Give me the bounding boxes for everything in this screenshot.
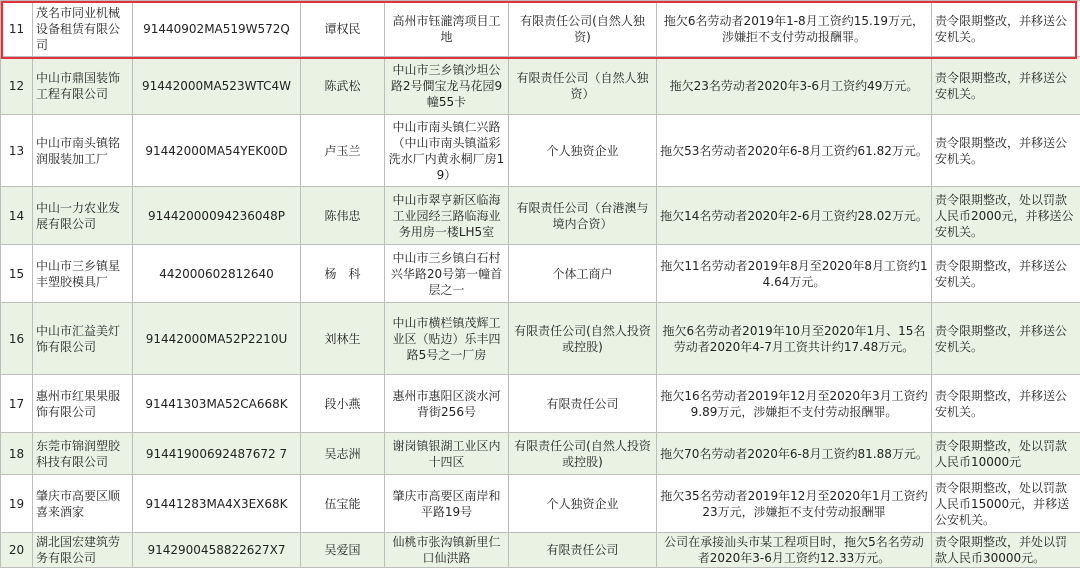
company-name-cell: 中山市汇益美灯饰有限公司 (33, 303, 133, 375)
table-row (1, 57, 1080, 115)
credit-code-cell: 91441283MA4X3EX68K (133, 475, 301, 533)
table-row (1, 375, 1080, 433)
address-cell: 谢岗镇银湖工业区内十四区 (385, 433, 509, 475)
table-row (1, 433, 1080, 475)
address-cell: 仙桃市张沟镇新里仁口仙洪路 (385, 533, 509, 568)
table-row (1, 475, 1080, 533)
credit-code-cell: 91441303MA52CA668K (133, 375, 301, 433)
violation-fact-cell: 拖欠6名劳动者2019年10月至2020年1月、15名劳动者2020年4-7月工资共计约17.48万元。 (657, 303, 932, 375)
legal-representative-cell: 杨 科 (301, 245, 385, 303)
company-name-cell: 中山一力农业发展有限公司 (33, 187, 133, 245)
credit-code-cell: 9142900458822627X7 (133, 533, 301, 568)
handling-action-cell: 责令限期整改，处以罚款人民币2000元，并移送公安机关。 (932, 187, 1080, 245)
handling-action-cell: 责令限期整改，并移送公安机关。 (932, 57, 1080, 115)
company-type-cell: 个人独资企业 (509, 115, 657, 187)
company-name-cell: 中山市三乡镇星丰塑胶模具厂 (33, 245, 133, 303)
violation-fact-cell: 拖欠6名劳动者2019年1-8月工资约15.19万元，涉嫌拒不支付劳动报酬罪。 (657, 1, 932, 57)
violation-fact-cell: 拖欠16名劳动者2019年12月至2020年3月工资约9.89万元，涉嫌拒不支付劳动报酬罪。 (657, 375, 932, 433)
company-type-cell: 个体工商户 (509, 245, 657, 303)
handling-action-cell: 责令限期整改，并移送公安机关。 (932, 303, 1080, 375)
address-cell: 肇庆市高要区南岸和平路19号 (385, 475, 509, 533)
address-cell: 高州市钰瀧湾项目工地 (385, 1, 509, 57)
company-type-cell: 有限责任公司 (509, 533, 657, 568)
address-cell: 中山市南头镇仁兴路（中山市南头镇溢彩洗水厂内黄永桐厂房19） (385, 115, 509, 187)
violation-fact-cell: 拖欠53名劳动者2020年6-8月工资约61.82万元。 (657, 115, 932, 187)
table-row (1, 187, 1080, 245)
violation-fact-cell: 拖欠35名劳动者2019年12月至2020年1月工资约23万元，涉嫌拒不支付劳动报酬罪 (657, 475, 932, 533)
violation-fact-cell: 公司在承接汕头市某工程项目时，拖欠5名名劳动者2020年3-6月工资约12.33万元。 (657, 533, 932, 568)
violation-fact-cell: 拖欠14名劳动者2020年2-6月工资约28.02万元。 (657, 187, 932, 245)
violation-fact-cell: 拖欠23名劳动者2020年3-6月工资约49万元。 (657, 57, 932, 115)
handling-action-cell: 责令限期整改，并移送公安机关。 (932, 245, 1080, 303)
row-number-cell: 15 (1, 245, 33, 303)
row-number-cell: 16 (1, 303, 33, 375)
legal-representative-cell: 刘林生 (301, 303, 385, 375)
handling-action-cell: 责令限期整改，处以罚款人民币15000元，并移送公安机关。 (932, 475, 1080, 533)
address-cell: 中山市三乡镇白石村兴华路20号第一幢首层之一 (385, 245, 509, 303)
address-cell: 中山市横栏镇茂辉工业区（贴边）乐丰四路5号之一厂房 (385, 303, 509, 375)
handling-action-cell: 责令限期整改，并移送公安机关。 (932, 375, 1080, 433)
row-number-cell: 11 (1, 1, 33, 57)
credit-code-cell: 91440902MA519W572Q (133, 1, 301, 57)
address-cell: 中山市翠亨新区临海工业园经三路临海业务用房一楼LH5室 (385, 187, 509, 245)
row-number-cell: 12 (1, 57, 33, 115)
credit-code-cell: 442000602812640 (133, 245, 301, 303)
handling-action-cell: 责令限期整改，并移送公安机关。 (932, 115, 1080, 187)
company-type-cell: 有限责任公司（台港澳与境内合资） (509, 187, 657, 245)
company-type-cell: 有限责任公司（自然人独资） (509, 57, 657, 115)
legal-representative-cell: 吴志洲 (301, 433, 385, 475)
company-type-cell: 有限责任公司(自然人投资或控股) (509, 303, 657, 375)
address-cell: 中山市三乡镇沙坦公路2号僴宝龙马花园9幢55卡 (385, 57, 509, 115)
address-cell: 惠州市惠阳区淡水河背街256号 (385, 375, 509, 433)
table-row (1, 533, 1080, 568)
legal-representative-cell: 陈伟忠 (301, 187, 385, 245)
company-type-cell: 个人独资企业 (509, 475, 657, 533)
credit-code-cell: 91442000MA52P2210U (133, 303, 301, 375)
legal-representative-cell: 谭权民 (301, 1, 385, 57)
company-name-cell: 中山市鼎国装饰工程有限公司 (33, 57, 133, 115)
table-row (1, 245, 1080, 303)
company-type-cell: 有限责任公司(自然人独资) (509, 1, 657, 57)
handling-action-cell: 责令限期整改，并移送公安机关。 (932, 1, 1080, 57)
company-name-cell: 肇庆市高要区顺喜来酒家 (33, 475, 133, 533)
row-number-cell: 13 (1, 115, 33, 187)
row-number-cell: 20 (1, 533, 33, 568)
credit-code-cell: 91441900692487672 7 (133, 433, 301, 475)
legal-representative-cell: 吴爱国 (301, 533, 385, 568)
table-row (1, 115, 1080, 187)
company-name-cell: 茂名市同业机械设备租赁有限公司 (33, 1, 133, 57)
company-name-cell: 惠州市红果果服饰有限公司 (33, 375, 133, 433)
row-number-cell: 19 (1, 475, 33, 533)
table-row (1, 303, 1080, 375)
violation-fact-cell: 拖欠11名劳动者2019年8月至2020年8月工资约14.64万元。 (657, 245, 932, 303)
row-number-cell: 14 (1, 187, 33, 245)
credit-code-cell: 91442000094236048P (133, 187, 301, 245)
company-name-cell: 东莞市锦润塑胶科技有限公司 (33, 433, 133, 475)
company-type-cell: 有限责任公司 (509, 375, 657, 433)
company-name-cell: 湖北国宏建筑劳务有限公司 (33, 533, 133, 568)
legal-representative-cell: 伍宝能 (301, 475, 385, 533)
credit-code-cell: 91442000MA523WTC4W (133, 57, 301, 115)
legal-representative-cell: 卢玉兰 (301, 115, 385, 187)
legal-representative-cell: 陈武松 (301, 57, 385, 115)
violation-fact-cell: 拖欠70名劳动者2020年6-8月工资约81.88万元。 (657, 433, 932, 475)
company-name-cell: 中山市南头镇铭润服装加工厂 (33, 115, 133, 187)
row-number-cell: 17 (1, 375, 33, 433)
handling-action-cell: 责令限期整改，并处以罚款人民币30000元。 (932, 533, 1080, 568)
row-number-cell: 18 (1, 433, 33, 475)
table-row (1, 1, 1080, 57)
legal-representative-cell: 段小燕 (301, 375, 385, 433)
handling-action-cell: 责令限期整改，处以罚款人民币10000元 (932, 433, 1080, 475)
company-type-cell: 有限责任公司(自然人投资或控股) (509, 433, 657, 475)
credit-code-cell: 91442000MA54YEK00D (133, 115, 301, 187)
